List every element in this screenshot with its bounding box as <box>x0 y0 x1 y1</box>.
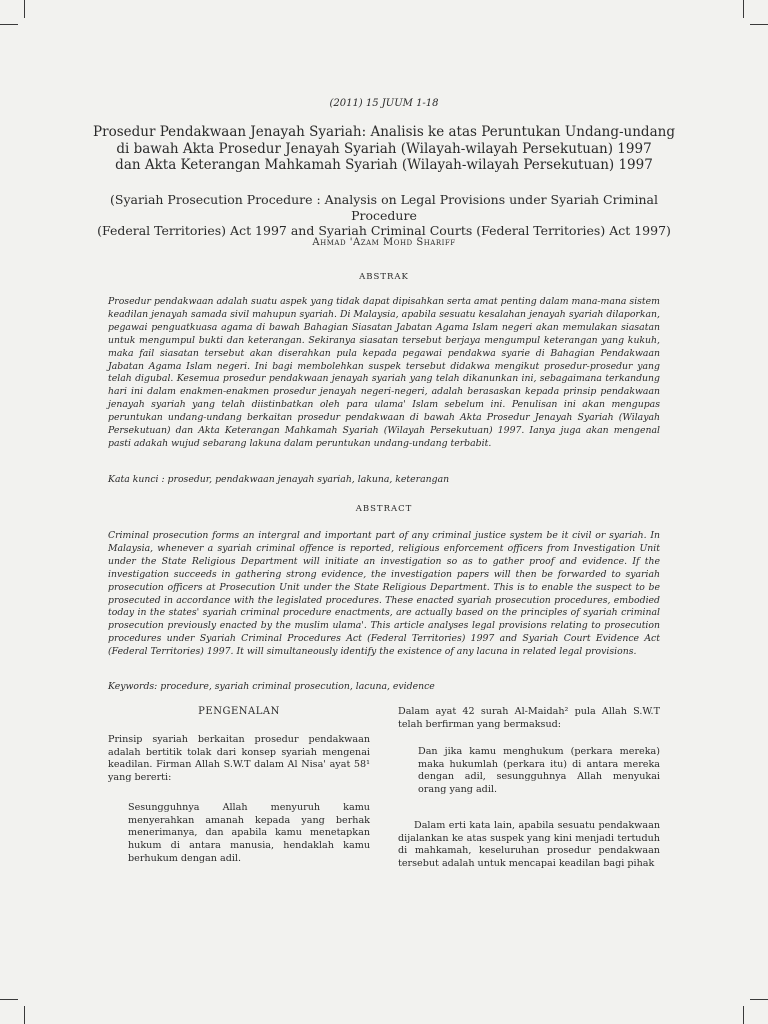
paper-title <box>0 124 768 174</box>
section-heading: PENGENALAN <box>198 706 280 717</box>
abstract-heading: ABSTRACT <box>355 504 413 514</box>
author: Ahmad 'Azam Mohd Shariff <box>312 237 456 248</box>
title-line: di bawah Akta Prosedur Jenayah Syariah (Wilayah-wilayah Persekutuan) 1997 <box>116 140 652 157</box>
crop-mark <box>750 24 768 25</box>
crop-mark <box>0 24 18 25</box>
kata-kunci: Kata kunci : prosedur, pendakwaan jenayah syariah, lakuna, keterangan <box>108 474 450 485</box>
title-en-line: (Syariah Prosecution Procedure : Analysis on Legal Provisions under Syariah Criminal Procedure <box>110 192 658 223</box>
crop-mark <box>24 1006 25 1024</box>
abstrak-text: Prosedur pendakwaan adalah suatu aspek yang tidak dapat dipisahkan serta amat penting dalam mana-mana sistem keadilan jenayah samada sivil mahupun syariah. Di Malaysia, apabila sesuatu kesalahan jenayah syariah dilaporkan, pegawai penguatkuasa agama di bawah Bahagian Siasatan Jabatan Agama Islam negeri akan memulakan siasatan untuk mengumpul bukti dan keterangan. Sekiranya siasatan tersebut berjaya mengumpul keterangan yang kukuh, maka fail siasatan tersebut akan diserahkan pula kepada pegawai pendakwa syarie di Bahagian Pendakwaan Jabatan Agama Islam negeri. Ini bagi membolehkan suspek tersebut didakwa mengikut prosedur-prosedur yang telah digubal. Kesemua prosedur pendakwaan jenayah syariah yang telah dikanunkan ini, sebagaimana terkandung hari ini dalam enakmen-enakmen prosedur jenayah negeri-negeri, adalah berasaskan kepada prinsip pendakwaan jenayah syariah yang telah diistinbatkan oleh para ulama' Islam sebelum ini. Penulisan ini akan mengupas peruntukan undang-undang berkaitan prosedur pendakwaan di bawah Akta Prosedur Jenayah Syariah (Wilayah Persekutuan) dan Akta Keterangan Mahkamah Syariah (Wilayah Persekutuan) 1997. Ianya juga akan mengenal pasti adakah wujud sebarang lakuna dalam peruntukan undang-undang terbabit. <box>108 296 660 449</box>
crop-mark <box>0 999 18 1000</box>
abstrak-heading: ABSTRAK <box>359 272 409 282</box>
title-line: dan Akta Keterangan Mahkamah Syariah (Wilayah-wilayah Persekutuan) 1997 <box>115 157 653 173</box>
title-en-line: (Federal Territories) Act 1997 and Syariah Criminal Courts (Federal Territories) Act 1997) <box>97 223 671 238</box>
crop-mark <box>743 0 744 18</box>
right-quote: Dan jika kamu menghukum (perkara mereka) maka hukumlah (perkara itu) di antara mereka dengan adil, sesungguhnya Allah menyukai orang yang adil. <box>418 746 660 796</box>
crop-mark <box>750 999 768 1000</box>
left-quote: Sesungguhnya Allah menyuruh kamu menyerahkan amanah kepada yang berhak menerimanya, dan apabila kamu menetapkan hukum di antara manusia, hendaklah kamu berhukum dengan adil. <box>128 802 370 864</box>
crop-mark <box>24 0 25 18</box>
title-line: Prosedur Pendakwaan Jenayah Syariah: Analisis ke atas Peruntukan Undang-undang <box>93 124 675 140</box>
paper-title-english <box>0 192 768 239</box>
abstract-text: Criminal prosecution forms an intergral and important part of any criminal justice system be it civil or syariah. In Malaysia, whenever a syariah criminal offence is reported, religious enforcement officers from Investigation Unit under the State Religious Department will initiate an investigation so as to gather proof and evidence. If the investigation succeeds in gathering strong evidence, the investigation papers will then be forwarded to syariah prosecution officers at Prosecution Unit under the State Religious Department. This is to enable the suspect to be prosecuted in accordance with the legislated procedures. These enacted syariah prosecution procedures, embodied today in the states' syariah criminal procedure enactments, are actually based on the principles of syariah criminal prosecution previously enacted by the muslim ulama'. This article analyses legal provisions relating to prosecution procedures under Syariah Criminal Procedures Act (Federal Territories) 1997 and Syariah Court Evidence Act (Federal Territories) 1997. It will simultaneously identify the existence of any lacuna in related legal provisions. <box>108 530 660 658</box>
crop-mark <box>743 1006 744 1024</box>
right-paragraph-2: Dalam erti kata lain, apabila sesuatu pendakwaan dijalankan ke atas suspek yang kini menjadi tertuduh di mahkamah, keseluruhan prosedur pendakwaan tersebut adalah untuk mencapai keadilan bagi pihak <box>398 820 660 870</box>
left-paragraph: Prinsip syariah berkaitan prosedur pendakwaan adalah bertitik tolak dari konsep syariah mengenai keadilan. Firman Allah S.W.T dalam Al Nisa' ayat 58¹ yang bererti: <box>108 734 370 784</box>
right-paragraph: Dalam ayat 42 surah Al-Maidah² pula Allah S.W.T telah berfirman yang bermaksud: <box>398 706 660 730</box>
journal-reference: (2011) 15 JUUM 1-18 <box>329 98 439 109</box>
keywords: Keywords: procedure, syariah criminal prosecution, lacuna, evidence <box>108 681 435 692</box>
